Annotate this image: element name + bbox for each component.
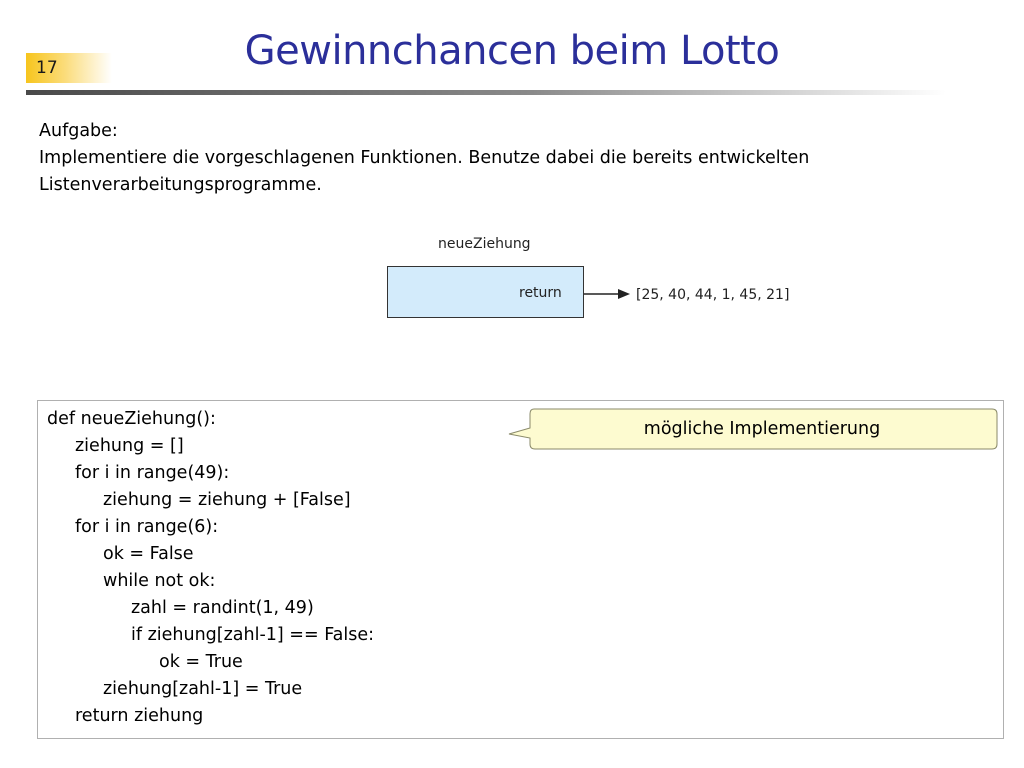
task-line: Listenverarbeitungsprogramme. xyxy=(39,175,322,195)
code-line: for i in range(49): xyxy=(75,463,230,483)
task-heading: Aufgabe: xyxy=(39,121,118,141)
code-line: while not ok: xyxy=(103,571,216,591)
return-value-list: [25, 40, 44, 1, 45, 21] xyxy=(636,287,790,303)
code-line: ok = False xyxy=(103,544,194,564)
code-line: if ziehung[zahl-1] == False: xyxy=(131,625,375,645)
code-line: zahl = randint(1, 49) xyxy=(131,598,314,618)
code-line: ok = True xyxy=(159,652,243,672)
return-label: return xyxy=(519,285,562,301)
callout-text: mögliche Implementierung xyxy=(643,419,881,439)
title-divider xyxy=(26,90,946,95)
code-line: for i in range(6): xyxy=(75,517,219,537)
slide-title: Gewinnchancen beim Lotto xyxy=(244,28,780,74)
task-line: Implementiere die vorgeschlagenen Funktionen. Benutze dabei die bereits entwickelten xyxy=(39,148,810,168)
code-line: ziehung[zahl-1] = True xyxy=(103,679,303,699)
code-line: ziehung = [] xyxy=(75,436,184,456)
arrow-right-icon xyxy=(584,287,632,301)
slide-number: 17 xyxy=(36,58,58,78)
task-description xyxy=(39,118,999,199)
code-line: def neueZiehung(): xyxy=(47,409,216,429)
function-name-label: neueZiehung xyxy=(438,236,531,252)
code-line: return ziehung xyxy=(75,706,204,726)
code-line: ziehung = ziehung + [False] xyxy=(103,490,351,510)
